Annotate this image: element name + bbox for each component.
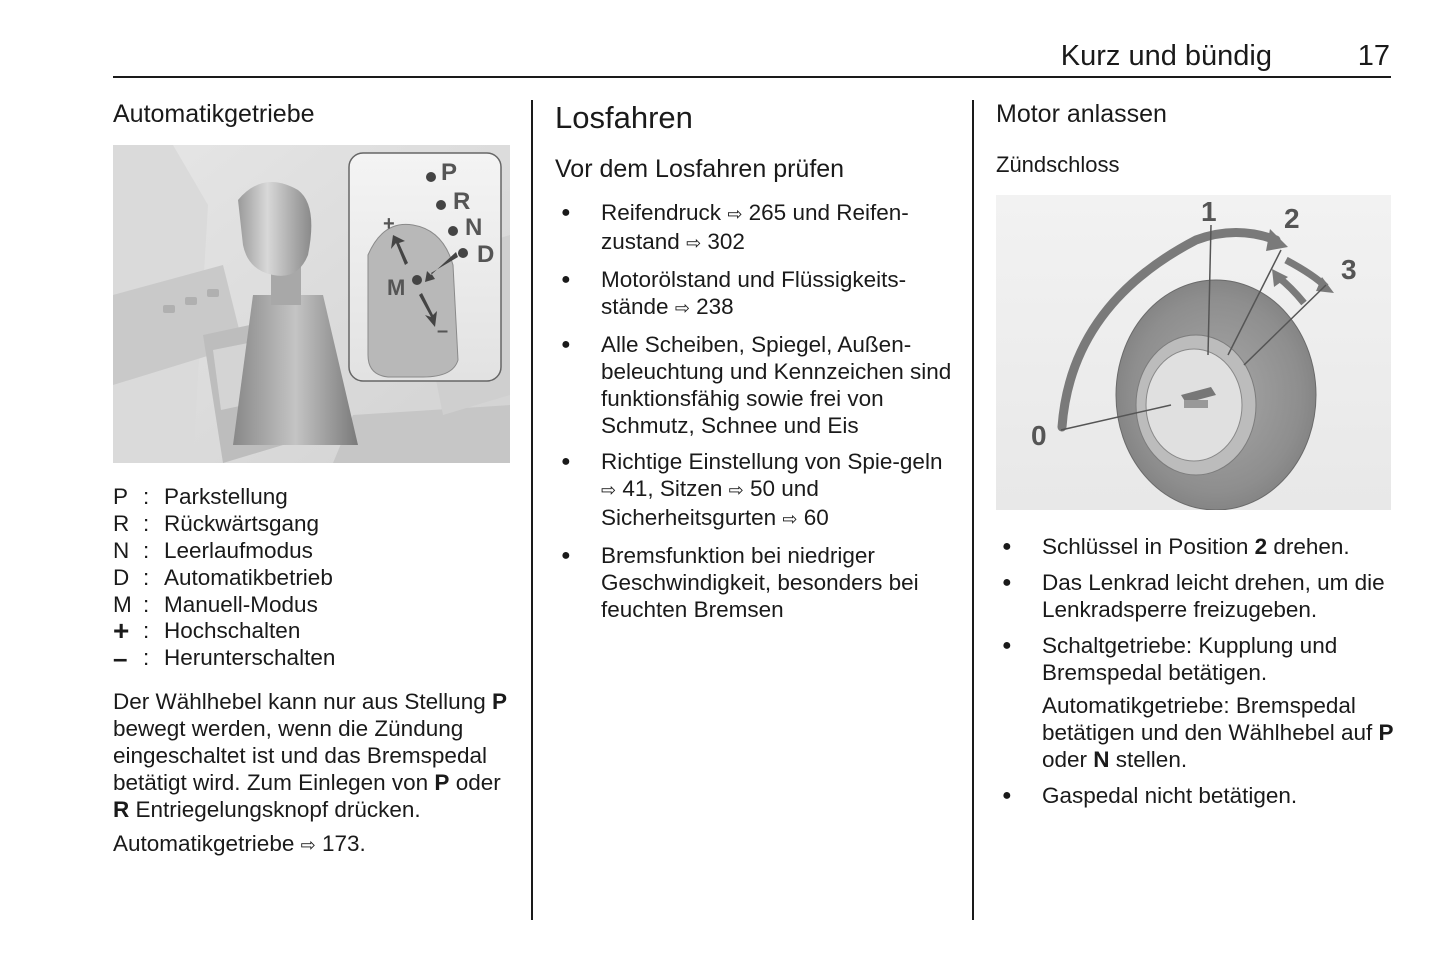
text-run: Automatikgetriebe: Bremspedal betätigen und den Wählhebel auf [1042, 693, 1379, 745]
text-run: 60 [797, 505, 829, 530]
legend-row [113, 538, 335, 565]
text-run: 265 und Reifen-zustand [601, 200, 909, 254]
text-run: 302 [701, 229, 745, 254]
text-run: stellen. [1109, 747, 1188, 772]
checklist [556, 199, 956, 632]
shift-label-minus: – [437, 320, 449, 342]
position-label-2: 2 [1284, 203, 1300, 234]
legend-separator: : [143, 537, 150, 563]
reference-arrow-icon: ⇨ [727, 204, 743, 224]
heading-losfahren: Losfahren [555, 100, 693, 135]
bold-run: R [113, 797, 130, 822]
legend-row [113, 642, 336, 673]
reference-arrow-icon: ⇨ [674, 298, 690, 318]
list-item [556, 542, 956, 623]
text-run: drehen. [1267, 534, 1350, 559]
position-label-1: 1 [1201, 196, 1217, 227]
text-run: Alle Scheiben, Spiegel, Außen-beleuchtung und Kennzeichen sind funktionsfähig sowie frei von Schmutz, Schnee und Eis [601, 332, 952, 438]
bold-run: P [491, 689, 507, 714]
bold-run: P [1378, 720, 1394, 745]
legend-text: Herunterschalten [164, 645, 336, 671]
text-run: Motorölstand und Flüssigkeits-stände [601, 267, 907, 319]
page-ref: 173. [315, 831, 366, 856]
shift-label-m: M [387, 275, 406, 300]
shift-label-plus: + [383, 213, 395, 235]
legend-key: – [113, 642, 128, 673]
legend-text: Rückwärtsgang [164, 511, 320, 537]
shift-label-n: N [465, 214, 483, 241]
text-run: Der Wählhebel kann nur aus Stellung [113, 689, 492, 714]
running-header-title: Kurz und bündig [1060, 40, 1272, 72]
legend-key: N [113, 537, 130, 563]
text-run: Schlüssel in Position [1042, 534, 1255, 559]
legend-separator: : [143, 484, 150, 510]
gear-legend [113, 484, 335, 672]
legend-separator: : [143, 645, 150, 671]
reference-arrow-icon: ⇨ [300, 835, 316, 855]
position-label-0: 0 [1031, 420, 1047, 451]
reference-arrow-icon: ⇨ [782, 509, 798, 529]
list-item [997, 569, 1397, 623]
legend-row [113, 591, 335, 618]
text-run: Bremsfunktion bei niedriger Geschwindigkeit, besonders bei feuchten Bremsen [601, 543, 919, 622]
subheading-check: Vor dem Losfahren prüfen [555, 155, 845, 183]
text-run: Automatikgetriebe [113, 831, 295, 856]
text-run: Entriegelungsknopf drücken. [129, 797, 421, 822]
legend-separator: : [143, 618, 150, 644]
subheading-zuendschloss: Zündschloss [996, 152, 1120, 177]
text-run: 50 und Sicherheitsgurten [601, 476, 819, 530]
position-label-3: 3 [1341, 254, 1357, 285]
text-run: Gaspedal nicht betätigen. [1042, 783, 1298, 808]
gear-selector-figure [113, 145, 510, 463]
shift-label-r: R [453, 188, 471, 215]
sub-paragraph [1042, 692, 1397, 773]
legend-key: + [113, 615, 130, 647]
bold-run: N [1093, 747, 1110, 772]
list-item [556, 199, 956, 257]
text-run: Reifendruck [601, 200, 728, 225]
reference-arrow-icon: ⇨ [601, 480, 617, 500]
legend-separator: : [143, 511, 150, 537]
legend-row [113, 615, 335, 647]
text-run: oder [449, 770, 501, 795]
legend-text: Hochschalten [164, 618, 301, 644]
legend-key: M [113, 591, 132, 617]
shift-label-d: D [477, 241, 495, 268]
text-run: Das Lenkrad leicht drehen, um die Lenkradsperre freizugeben. [1042, 570, 1385, 622]
legend-key: P [113, 484, 129, 510]
text-run: Richtige Einstellung von Spie-geln [601, 449, 943, 474]
legend-key: R [113, 511, 130, 537]
shift-label-p: P [441, 159, 458, 186]
selector-lever-paragraph [113, 688, 523, 823]
page-number: 17 [1357, 40, 1390, 72]
legend-row [113, 511, 335, 538]
automatic-reference[interactable] [113, 830, 523, 859]
legend-text: Parkstellung [164, 484, 288, 510]
column-divider-1 [531, 100, 533, 920]
legend-separator: : [143, 591, 150, 617]
heading-motor-anlassen: Motor anlassen [996, 100, 1167, 128]
heading-automatikgetriebe: Automatikgetriebe [113, 100, 315, 128]
text-run: 41, Sitzen [616, 476, 729, 501]
text-run: oder [1042, 747, 1094, 772]
legend-row [113, 484, 335, 511]
list-item [556, 448, 956, 533]
list-item [556, 331, 956, 439]
legend-text: Leerlaufmodus [164, 537, 313, 563]
text-run: 238 [689, 294, 734, 319]
list-item [997, 632, 1397, 773]
list-item [997, 533, 1397, 560]
reference-arrow-icon: ⇨ [686, 233, 702, 253]
bold-run: P [434, 770, 450, 795]
reference-arrow-icon: ⇨ [728, 480, 744, 500]
ignition-lock-figure [996, 195, 1391, 510]
legend-key: D [113, 564, 130, 590]
text-run: Schaltgetriebe: Kupplung und Bremspedal betätigen. [1042, 633, 1338, 685]
start-steps [997, 533, 1397, 818]
text-run: bewegt werden, wenn die Zündung eingeschaltet ist und das Bremspedal betätigt wird. Zum Einlegen von [113, 716, 487, 795]
bold-run: 2 [1254, 534, 1268, 559]
legend-text: Manuell-Modus [164, 591, 318, 617]
legend-text: Automatikbetrieb [164, 564, 333, 590]
header-rule [113, 76, 1391, 78]
list-item [997, 782, 1397, 809]
list-item [556, 266, 956, 322]
legend-separator: : [143, 564, 150, 590]
legend-row [113, 564, 335, 591]
column-divider-2 [972, 100, 974, 920]
